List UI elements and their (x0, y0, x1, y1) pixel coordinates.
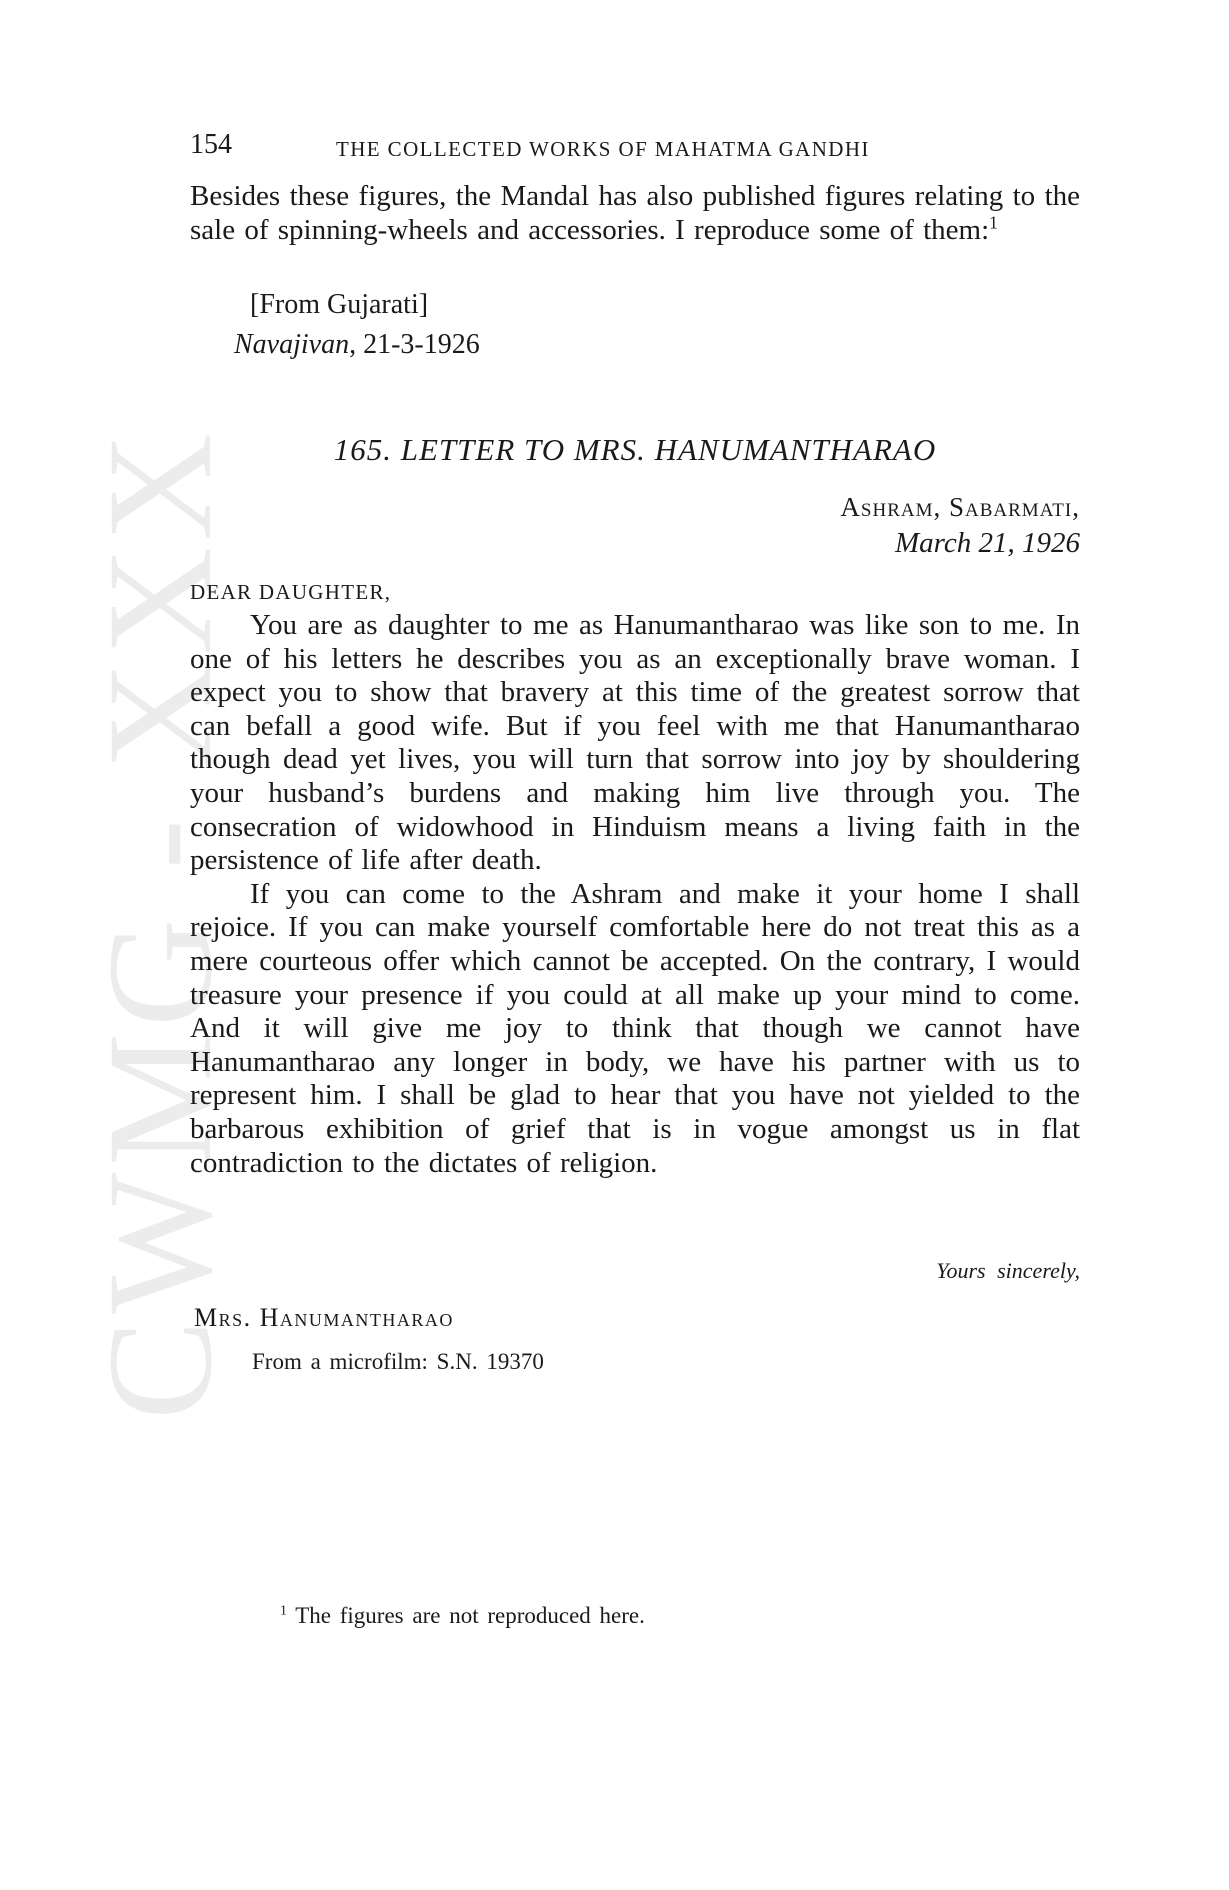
publication-name: Navajivan (234, 329, 350, 360)
previous-item-text: Besides these figures, the Mandal has also published figures relating to the sale of spinning-wheels and accessories. I reproduce some of them: (190, 180, 1080, 246)
closing: Yours sincerely, (936, 1258, 1080, 1283)
footnote-marker: 1 (280, 1602, 287, 1618)
publication-date: , 21-3-1926 (349, 329, 480, 360)
letter-paragraph: If you can come to the Ashram and make it your home I shall rejoice. If you can make yourself comfortable here do not treat this as a mere courteous offer which cannot be accepted. On the contrary, I would treasure your presence if you could at all make up your mind to come. And it will give me joy to think that though we cannot have Hanumantharao any longer in body, we have his partner with us to represent him. I shall be glad to hear that you have not yielded to the barbarous exhibition of grief that is in vogue amongst us in flat contradiction to the dictates of religion. (190, 877, 1080, 1179)
footnote-ref: 1 (989, 211, 998, 232)
watermark: CWMG - XXX (77, 426, 243, 1420)
footnote-text: The figures are not reproduced here. (286, 1603, 645, 1628)
page-number: 154 (190, 129, 232, 160)
letter-body (190, 609, 1080, 1180)
previous-item-paragraph (190, 180, 1080, 247)
item-heading: 165. LETTER TO MRS. HANUMANTHARAO (333, 432, 937, 467)
letter-place: Ashram, Sabarmati, (840, 492, 1080, 522)
letter-paragraph: You are as daughter to me as Hanumantharao was like son to me. In one of his letters he describes you as an exceptionally brave woman. I expect you to show that bravery at this time of the greatest sorrow that can befall a good wife. But if you feel with me that Hanumantharao though dead yet lives, you will turn that sorrow into joy by shouldering your husband’s burdens and making him live through you. The consecration of widowhood in Hinduism means a living faith in the persistence of life after death. (190, 609, 1080, 877)
document-source: From a microfilm: S.N. 19370 (252, 1349, 544, 1374)
running-head-title: THE COLLECTED WORKS OF MAHATMA GANDHI (336, 137, 870, 161)
source-language: [From Gujarati] (250, 289, 429, 320)
salutation: DEAR DAUGHTER, (190, 580, 392, 604)
footnote (280, 1603, 645, 1629)
publication-source (234, 328, 480, 362)
addressee: Mrs. Hanumantharao (194, 1303, 454, 1332)
previous-item-paragraph-block (190, 180, 1080, 247)
letter-date: March 21, 1926 (895, 527, 1080, 559)
